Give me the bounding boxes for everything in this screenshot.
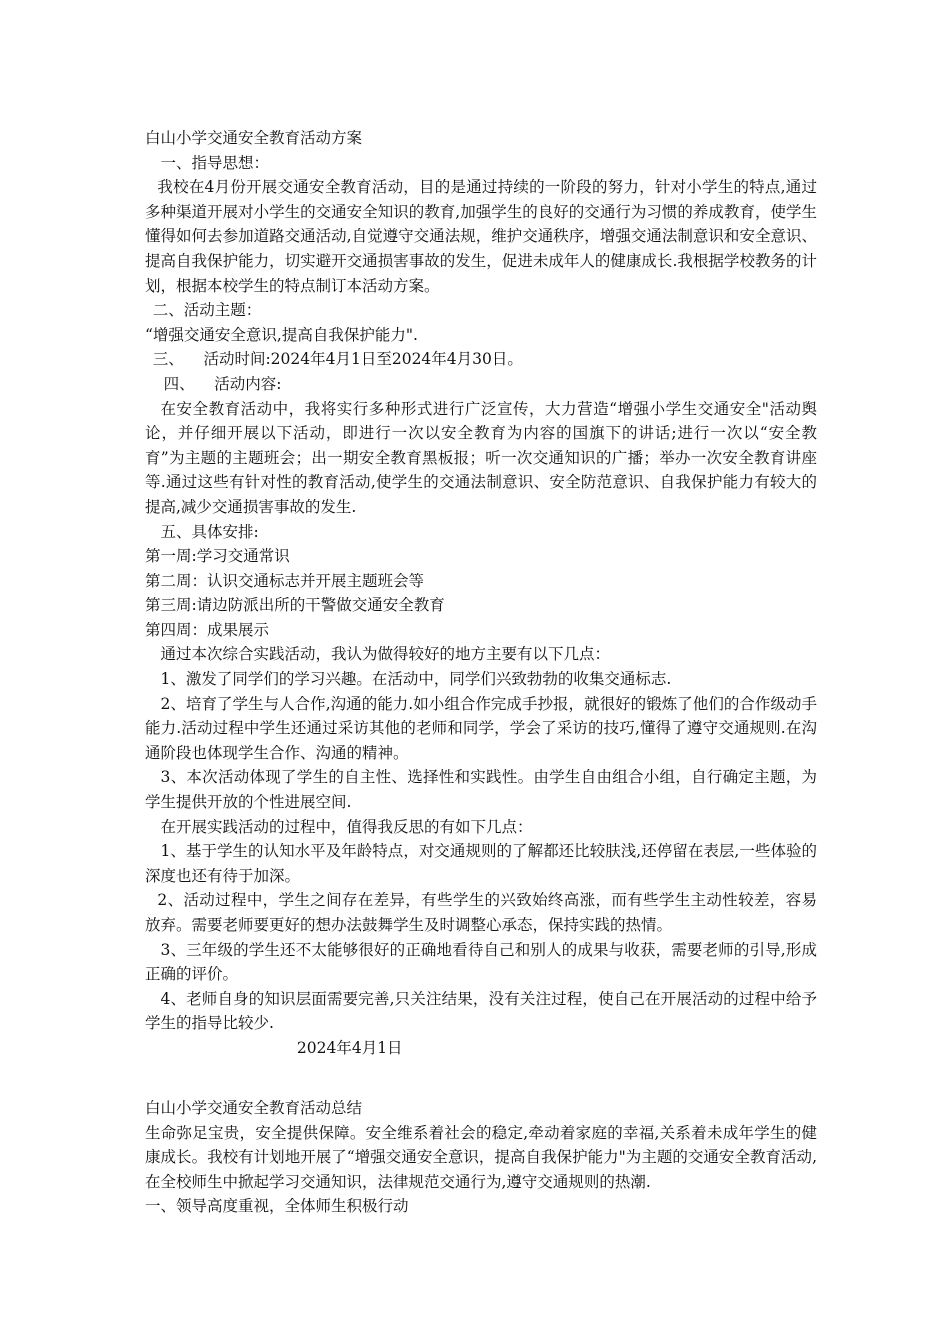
section-heading-schedule: 五、具体安排: (160, 522, 259, 541)
section-heading-guiding-ideology: 一、指导思想： (160, 153, 270, 172)
good-points-intro: 通过本次综合实践活动，我认为做得较好的地方主要有以下几点： (160, 645, 611, 664)
reflection-point-3: 3、三年级的学生还不太能够很好的正确地看待自己和别人的成果与收获，需要老师的引导,形成正确的评价。 (145, 940, 817, 984)
section-activity-time: 三、 活动时间:2024年4月1日至2024年4月30日。 (152, 350, 523, 369)
schedule-week-2: 第二周：认识交通标志并开展主题班会等 (145, 571, 425, 590)
section-heading-content: 四、 活动内容: (163, 374, 282, 393)
plan-title: 白山小学交通安全教育活动方案 (145, 129, 363, 147)
section-heading-theme: 二、活动主题： (152, 301, 262, 320)
plan-date: 2024年4月1日 (296, 1038, 403, 1057)
schedule-week-1: 第一周:学习交通常识 (145, 547, 290, 566)
guiding-ideology-paragraph: 我校在4月份开展交通安全教育活动，目的是通过持续的一阶段的努力，针对小学生的特点,通过多种渠道开展对小学生的交通安全知识的教育,加强学生的良好的交通行为习惯的养成教育，使学生懂得如何去参加道路交通活动,自觉遵守交通法规，维护交通秩序，增强交通法制意识和安全意识、提高自我保护能力，切实避开交通损害事故的发生，促进未成年人的健康成长.我根据学校教务的计划，根据本校学生的特点制订本活动方案。 (145, 178, 817, 295)
reflection-intro: 在开展实践活动的过程中，值得我反思的有如下几点： (160, 817, 533, 836)
good-point-3: 3、本次活动体现了学生的自主性、选择性和实践性。由学生自由组合小组，自行确定主题，为学生提供开放的个性进展空间. (145, 768, 817, 812)
summary-title: 白山小学交通安全教育活动总结 (145, 1099, 363, 1117)
reflection-point-2: 2、活动过程中，学生之间存在差异，有些学生的兴致始终高涨，而有些学生主动性较差，容易放弃。需要老师要更好的想办法鼓舞学生及时调整心承态，保持实践的热情。 (145, 891, 817, 934)
summary-section-heading-1: 一、领导高度重视，全体师生积极行动 (145, 1197, 409, 1216)
activity-content-paragraph: 在安全教育活动中，我将实行多种形式进行广泛宣传，大力营造“增强小学生交通安全"活动舆论，并仔细开展以下活动，即进行一次以安全教育为内容的国旗下的讲话;进行一次以“安全教育”为主题的主题班会；出一期安全教育黑板报；听一次交通知识的广播；举办一次安全教育讲座等.通过这些有针对性的教育活动,使学生的交通法制意识、安全防范意识、自我保护能力有较大的提高,减少交通损害事故的发生. (145, 399, 817, 516)
good-point-2: 2、培育了学生与人合作,沟通的能力.如小组合作完成手抄报，就很好的锻炼了他们的合作级动手能力.活动过程中学生还通过采访其他的老师和同学，学会了采访的技巧,懂得了遵守交通规则.在沟通阶段也体现学生合作、沟通的精神。 (145, 694, 817, 762)
theme-text: “增强交通安全意识,提高自我保护能力". (145, 325, 418, 344)
schedule-week-3: 第三周:请边防派出所的干警做交通安全教育 (145, 596, 445, 615)
reflection-point-4: 4、老师自身的知识层面需要完善,只关注结果，没有关注过程，使自己在开展活动的过程中给予学生的指导比较少. (145, 989, 817, 1033)
activity-plan-document (145, 126, 817, 1061)
schedule-week-4: 第四周：成果展示 (145, 620, 270, 639)
activity-summary-document (145, 1096, 817, 1219)
reflection-point-1: 1、基于学生的认知水平及年龄特点，对交通规则的了解都还比较肤浅,还停留在表层,一些体验的深度也还有待于加深。 (145, 842, 817, 885)
summary-intro-paragraph: 生命弥足宝贵，安全提供保障。安全维系着社会的稳定,牵动着家庭的幸福,关系着未成年学生的健康成长。我校有计划地开展了“增强交通安全意识，提高自我保护能力"为主题的交通安全教育活动,在全校师生中掀起学习交通知识，法律规范交通行为,遵守交通规则的热潮. (145, 1123, 817, 1191)
good-point-1: 1、激发了同学们的学习兴趣。在活动中，同学们兴致勃勃的收集交通标志. (160, 670, 672, 689)
